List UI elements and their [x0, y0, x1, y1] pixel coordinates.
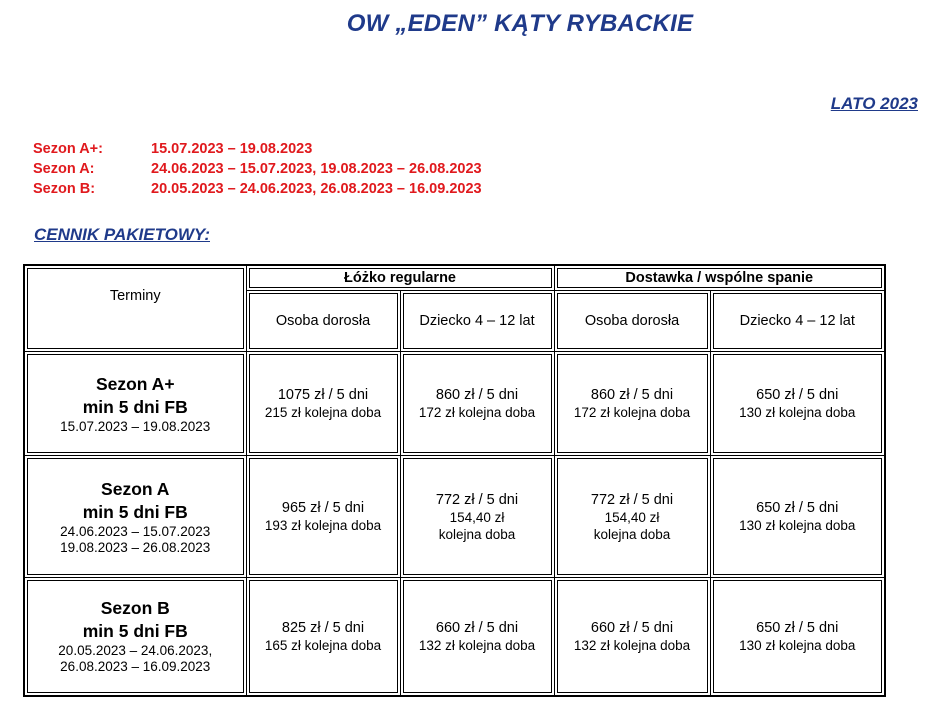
package-price: 1075 zł / 5 dni: [277, 387, 369, 403]
season-label: Sezon A: [101, 478, 170, 499]
package-price: 772 zł / 5 dni: [590, 491, 674, 508]
table-row: [24, 578, 885, 696]
season-dates: 20.05.2023 – 24.06.2023, 26.08.2023 – 16.09.2023: [151, 181, 482, 197]
package-price: 650 zł / 5 dni: [756, 387, 839, 403]
table-row: [24, 456, 885, 578]
season-dates-row: [33, 159, 482, 179]
extra-night-price: 193 zł kolejna doba: [264, 518, 382, 533]
column-header-child: Dziecko 4 – 12 lat: [710, 291, 885, 352]
extra-night-price: 165 zł kolejna doba: [264, 637, 382, 653]
season-dates: 24.06.2023 – 15.07.2023, 19.08.2023 – 26.08.2023: [151, 161, 482, 177]
group-header-extra-bed: Dostawka / wspólne spanie: [554, 265, 885, 291]
season-dates: 20.05.2023 – 24.06.2023,: [58, 643, 213, 659]
price-cell: [710, 578, 885, 696]
terminy-header: Terminy: [24, 265, 246, 352]
group-header-regular-bed: Łóżko regularne: [246, 265, 554, 291]
extra-night-price: 154,40 zł kolejna doba: [593, 509, 671, 542]
package-price: 860 zł / 5 dni: [590, 387, 674, 403]
extra-night-price: 132 zł kolejna doba: [573, 637, 691, 653]
season-label: Sezon A+: [95, 373, 175, 394]
min-stay-label: min 5 dni FB: [82, 396, 188, 417]
season-tag: LATO 2023: [830, 94, 918, 113]
package-price: 772 zł / 5 dni: [435, 491, 519, 508]
season-dates-row: [33, 179, 482, 199]
price-cell: [400, 578, 554, 696]
package-price: 860 zł / 5 dni: [435, 387, 519, 403]
season-dates: 15.07.2023 – 19.08.2023: [60, 418, 211, 434]
extra-night-price: 130 zł kolejna doba: [739, 518, 856, 533]
package-price: 660 zł / 5 dni: [435, 619, 519, 636]
price-cell: [554, 578, 710, 696]
season-dates: 19.08.2023 – 26.08.2023: [60, 539, 211, 555]
price-table: [23, 264, 886, 697]
table-row: [24, 352, 885, 456]
price-cell: [710, 352, 885, 456]
extra-night-price: 172 zł kolejna doba: [418, 405, 536, 420]
extra-night-price: 215 zł kolejna doba: [264, 405, 382, 420]
min-stay-label: min 5 dni FB: [82, 501, 188, 522]
package-price: 660 zł / 5 dni: [590, 619, 674, 636]
season-dates-row: [33, 139, 482, 159]
package-price: 650 zł / 5 dni: [756, 619, 839, 636]
price-cell: [400, 456, 554, 578]
column-header-adult: Osoba dorosła: [246, 291, 400, 352]
season-dates: 24.06.2023 – 15.07.2023: [60, 523, 211, 539]
column-header-child: Dziecko 4 – 12 lat: [400, 291, 554, 352]
section-title: CENNIK PAKIETOWY:: [34, 225, 210, 244]
extra-night-price: 132 zł kolejna doba: [418, 637, 536, 653]
package-price: 650 zł / 5 dni: [756, 500, 839, 516]
season-name: Sezon A:: [33, 161, 95, 177]
price-cell: [554, 352, 710, 456]
season-name: Sezon B:: [33, 181, 96, 197]
season-cell: [24, 578, 246, 696]
season-dates: 26.08.2023 – 16.09.2023: [60, 659, 211, 675]
season-cell: [24, 456, 246, 578]
season-label: Sezon B: [100, 598, 170, 619]
package-price: 825 zł / 5 dni: [281, 619, 365, 636]
column-header-adult: Osoba dorosła: [554, 291, 710, 352]
extra-night-price: 154,40 zł kolejna doba: [438, 509, 516, 542]
price-cell: [710, 456, 885, 578]
price-cell: [246, 578, 400, 696]
page-title: OW „EDEN” KĄTY RYBACKIE: [346, 10, 694, 37]
package-price: 965 zł / 5 dni: [281, 500, 365, 516]
season-dates: 15.07.2023 – 19.08.2023: [151, 141, 313, 157]
season-name: Sezon A+:: [33, 141, 103, 157]
extra-night-price: 130 zł kolejna doba: [739, 637, 856, 653]
price-cell: [246, 456, 400, 578]
extra-night-price: 172 zł kolejna doba: [573, 405, 691, 420]
price-cell: [246, 352, 400, 456]
price-cell: [554, 456, 710, 578]
price-cell: [400, 352, 554, 456]
season-cell: [24, 352, 246, 456]
extra-night-price: 130 zł kolejna doba: [739, 405, 856, 420]
season-dates-list: [33, 139, 482, 199]
min-stay-label: min 5 dni FB: [82, 621, 188, 642]
